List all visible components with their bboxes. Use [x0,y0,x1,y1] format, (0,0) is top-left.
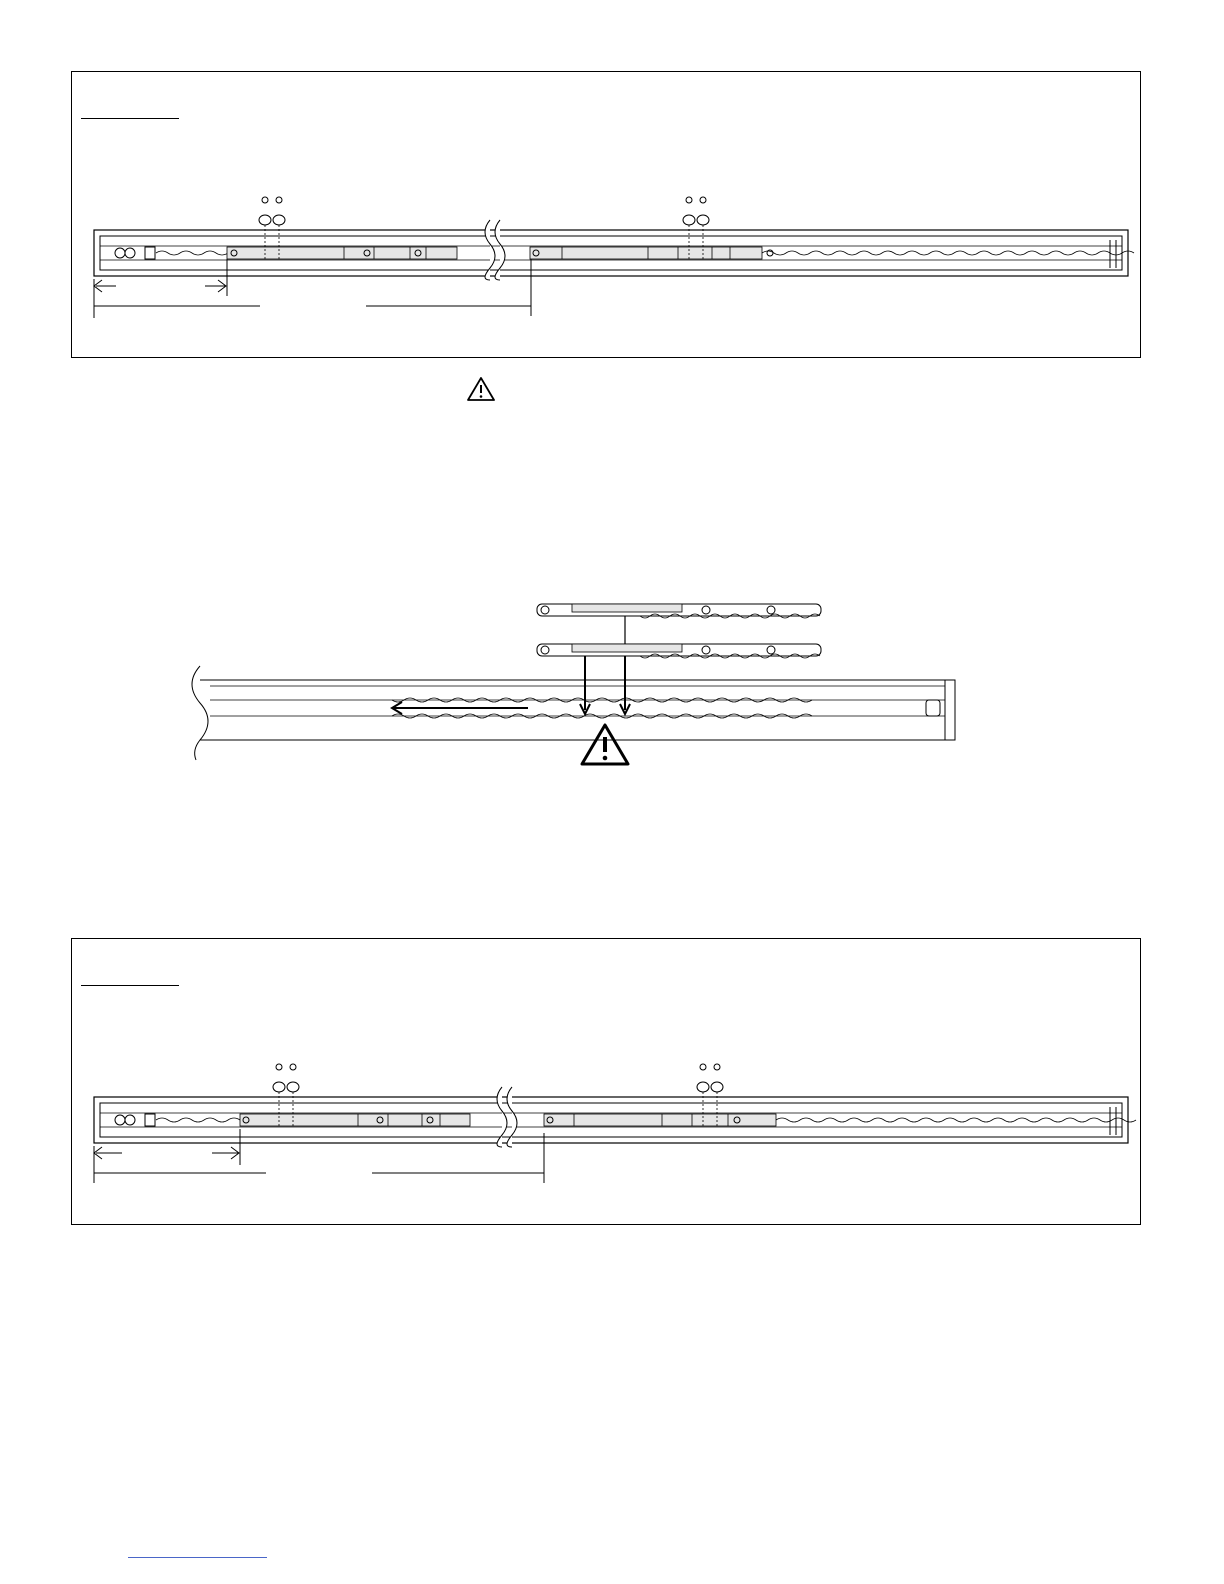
arrow-left [392,702,528,714]
rail-break-icon [497,1087,517,1147]
washer-icon [697,1082,723,1092]
pulley-icon [115,1115,125,1125]
arrow-down [620,656,630,714]
chain-installation-diagram [0,590,1224,780]
warning-triangle-icon [582,725,628,764]
rail-assembly-diagram [72,939,1142,1226]
warning-triangle-icon [466,376,496,402]
rail-break-icon [485,220,505,280]
washer-icon [683,215,709,225]
dimension-line [94,259,531,316]
arrow-down [580,656,590,714]
pulley-icon [125,1115,135,1125]
dimension-line [94,1133,544,1183]
rail-section [192,666,955,760]
chain-segment [762,251,1134,255]
chain-segment [537,604,821,618]
washer-icon [259,215,285,225]
screw-icon [276,1064,296,1070]
trolley-bracket [240,1114,470,1126]
chain-segment [537,644,821,658]
trolley-bracket [530,247,762,259]
screw-icon [686,197,706,203]
screw-icon [700,1064,720,1070]
dimension-line [94,259,227,318]
rail-assembly-diagram [72,72,1142,359]
chain-segment [776,1118,1136,1122]
pulley-icon [125,248,135,258]
trolley-bracket [227,247,457,259]
washer-icon [273,1082,299,1092]
rail-assembly-panel-bottom [71,938,1141,1225]
rail-assembly-panel-top [71,71,1141,358]
footer-link[interactable] [128,1557,267,1558]
trolley-bracket [544,1114,776,1126]
pulley-icon [115,248,125,258]
screw-icon [262,197,282,203]
